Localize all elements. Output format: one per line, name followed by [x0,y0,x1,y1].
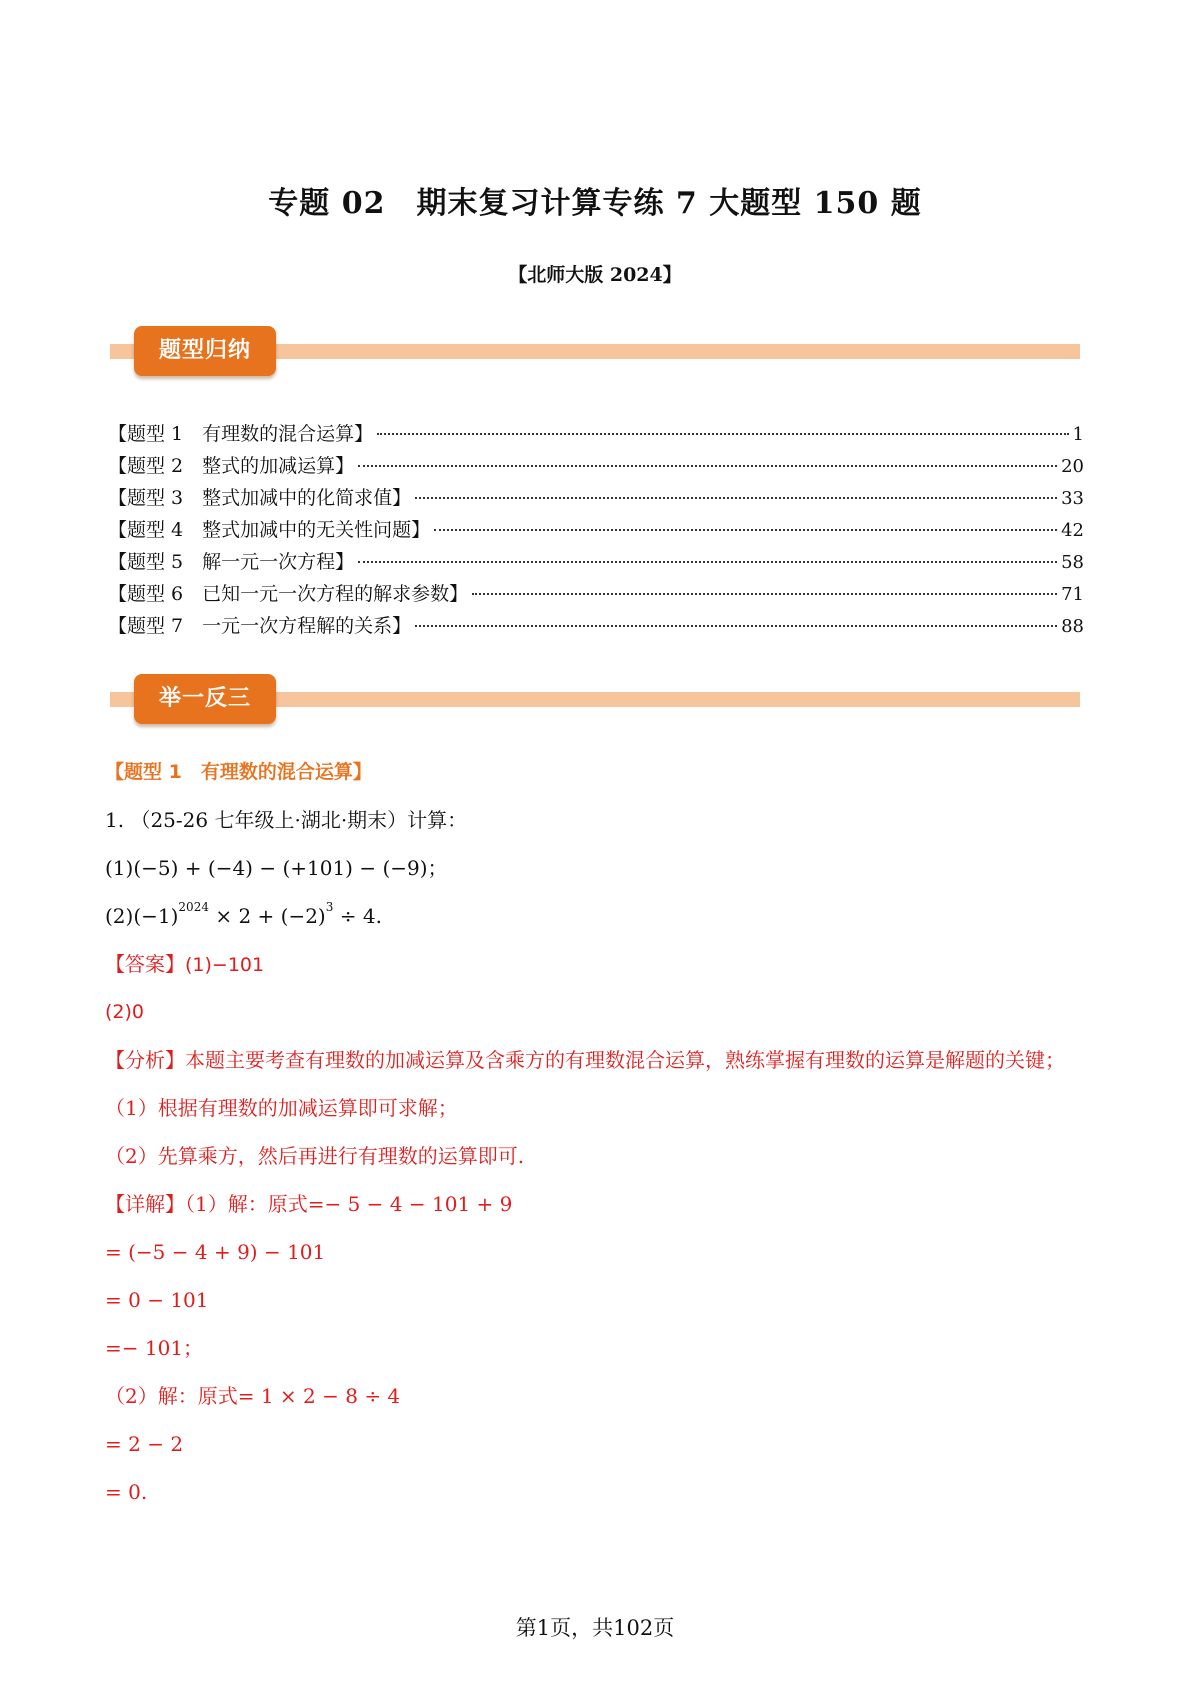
detail-step: = (−5 − 4 + 9) − 101 [105,1240,326,1264]
toc-item-page: 42 [1061,520,1084,541]
detail-step: = 0 − 101 [105,1288,209,1312]
part2-exponent-2: 3 [325,900,334,914]
toc-item[interactable] [108,514,1084,546]
answer-1: (1)−101 [185,954,265,976]
detail-step: =− 101； [105,1336,204,1360]
detail-step: = 2 − 2 [105,1432,184,1456]
toc-item-label: 【题型 4 整式加减中的无关性问题】 [108,519,431,541]
part2-exponent: 2024 [178,900,209,914]
toc-item-label: 【题型 6 已知一元一次方程的解求参数】 [108,583,469,605]
detail-step: （1）解：原式=− 5 − 4 − 101 + 9 [185,1192,513,1216]
problem-part-2 [105,896,1095,944]
detail-line [105,1184,1095,1232]
toc-item-label: 【题型 2 整式的加减运算】 [108,455,355,477]
analysis-line [105,1040,1095,1088]
analysis-step-1: （1）根据有理数的加减运算即可求解； [105,1096,458,1120]
toc-item-label: 【题型 1 有理数的混合运算】 [108,423,374,445]
toc-item[interactable] [108,610,1084,642]
part2-base: (2)(−1) [105,904,179,928]
detail-step: = 0. [105,1480,148,1504]
detail-tag: 【详解】 [105,1192,185,1216]
toc-leader-dots [472,593,1057,595]
toc-item[interactable] [108,450,1084,482]
toc-leader-dots [434,529,1057,531]
problem-number: 1. [105,808,125,832]
toc-item[interactable] [108,418,1084,450]
part2-end: ÷ 4. [333,904,382,928]
document-subtitle: 【北师大版 2024】 [508,264,682,286]
toc-item-label: 【题型 3 整式加减中的化简求值】 [108,487,412,509]
answer-tag: 【答案】 [105,952,185,976]
analysis-step-2: （2）先算乘方，然后再进行有理数的运算即可. [105,1144,525,1168]
toc-banner [110,326,1080,378]
analysis-tag: 【分析】 [105,1048,185,1072]
toc-leader-dots [415,497,1057,499]
toc-item-page: 71 [1061,584,1084,605]
section-heading: 【题型 1 有理数的混合运算】 [105,761,372,783]
answer-line-1 [105,944,1095,992]
answer-2: (2)0 [105,1001,145,1023]
toc-leader-dots [358,561,1057,563]
examples-banner-label: 举一反三 [134,674,276,724]
problem-statement [105,800,1095,848]
part2-middle: × 2 + (−2) [208,904,326,928]
document-title: 专题 02 期末复习计算专练 7 大题型 150 题 [268,186,922,221]
toc-item-page: 58 [1061,552,1084,573]
examples-banner [110,674,1080,726]
toc-item-page: 33 [1061,488,1084,509]
toc-leader-dots [415,625,1057,627]
toc-leader-dots [358,465,1057,467]
toc-item[interactable] [108,482,1084,514]
toc-item-page: 20 [1061,456,1084,477]
toc-leader-dots [377,433,1068,435]
toc-item[interactable] [108,578,1084,610]
toc-banner-label: 题型归纳 [134,326,276,376]
toc-item-label: 【题型 7 一元一次方程解的关系】 [108,615,412,637]
toc-item-label: 【题型 5 解一元一次方程】 [108,551,355,573]
problem-part-1: (1)(−5) + (−4) − (+101) − (−9)； [105,856,448,880]
table-of-contents [108,418,1084,642]
toc-item[interactable] [108,546,1084,578]
page-footer: 第1页，共102页 [515,1616,675,1640]
detail-step: （2）解：原式= 1 × 2 − 8 ÷ 4 [105,1384,401,1408]
problem-source: （25-26 七年级上·湖北·期末）计算： [130,808,468,832]
section-content [105,752,1095,1520]
toc-item-page: 1 [1072,424,1084,445]
toc-item-page: 88 [1061,616,1084,637]
analysis-text: 本题主要考查有理数的加减运算及含乘方的有理数混合运算，熟练掌握有理数的运算是解题的关键； [185,1048,1065,1072]
